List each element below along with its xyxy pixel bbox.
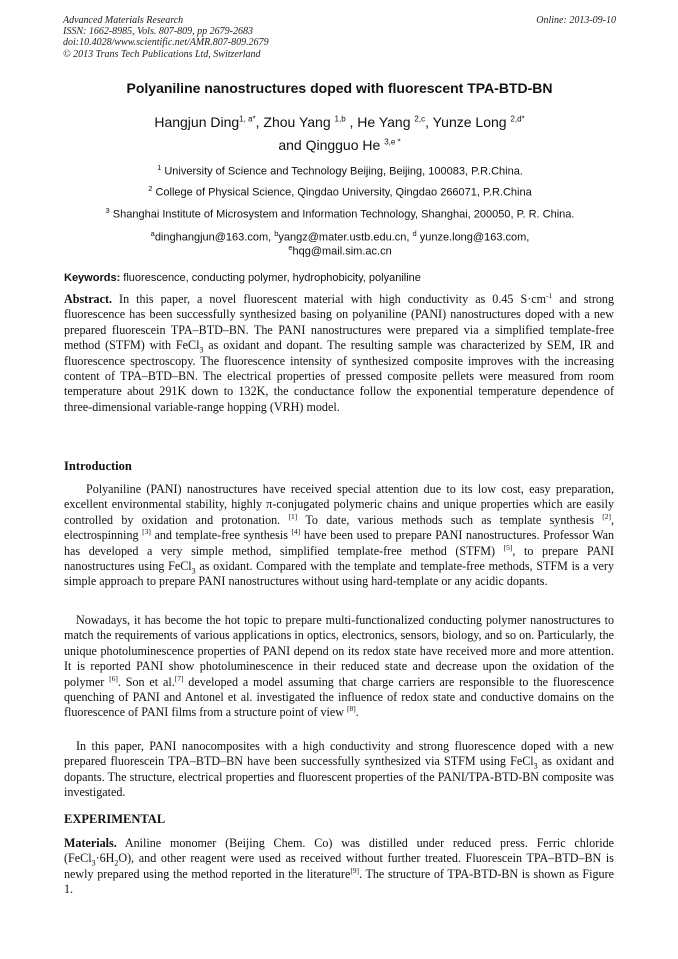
issn-line: ISSN: 1662-8985, Vols. 807-809, pp 2679-2683: [63, 26, 253, 38]
citation[interactable]: [8]: [347, 704, 356, 714]
email-address[interactable]: hqg@mail.sim.ac.cn: [292, 245, 392, 258]
introduction-paragraph-3: [64, 739, 614, 801]
affiliation-3: [40, 206, 640, 221]
copyright-line: © 2013 Trans Tech Publications Ltd, Switzerland: [63, 48, 261, 60]
email-line-1: [40, 229, 640, 244]
citation[interactable]: [2]: [602, 511, 611, 521]
body-text: In this paper, PANI nanocomposites with a high conductivity and strong fluorescence doped with a new prepared fluorescein TPA–BTD–BN have been successfully synthesized via STFM using FeCl: [64, 739, 614, 769]
email-address[interactable]: yangz@mater.ustb.edu.cn,: [278, 231, 413, 244]
citation[interactable]: [5]: [503, 542, 513, 552]
email-sup: a: [150, 229, 155, 238]
online-date: Online: 2013-09-10: [536, 15, 616, 26]
author-name: and Qingguo He: [278, 137, 385, 153]
citation[interactable]: [1]: [288, 511, 298, 521]
body-text: To date, various methods such as template synthesis: [297, 512, 603, 527]
formula-sub: 3: [191, 566, 196, 576]
formula-sub: 3: [91, 858, 96, 868]
citation[interactable]: [6]: [109, 673, 118, 683]
author-name: , Zhou Yang: [255, 114, 335, 130]
abstract-text: and strong fluorescence has been successfully synthesized basing on polyaniline (PANI) nanostructures doped with a new prepared fluorescein TPA–BTD–BN. The PANI nanostructures were prepared via a simplified template-free method (STFM) with FeCl: [64, 292, 614, 353]
formula-sub: 2: [114, 858, 119, 868]
experimental-heading: EXPERIMENTAL: [64, 812, 166, 826]
affiliation-2: [40, 184, 640, 199]
affil-sup: 2: [148, 184, 153, 193]
citation[interactable]: [7]: [174, 673, 184, 683]
author-name: , Yunze Long: [425, 114, 511, 130]
abstract-paragraph: [64, 292, 614, 415]
materials-label: Materials.: [64, 836, 117, 850]
affil-sup: 3: [105, 206, 110, 215]
paper-title: Polyaniline nanostructures doped with fluorescent TPA-BTD-BN: [126, 80, 553, 96]
author-line-1: [63, 114, 616, 130]
author-name: , He Yang: [345, 114, 415, 130]
email-sup: e: [288, 243, 293, 252]
author-affil-sup: 3,e *: [384, 137, 401, 147]
introduction-paragraph-1: [64, 482, 614, 590]
body-text: developed a model assuming that charge carriers are responsible to the fluorescence quenching of PANI and Antonel et al. investigated the influence of redox state and conductive domains on the fluorescence of PANI films from a structure point of view: [64, 674, 614, 720]
affil-sup: 1: [157, 163, 162, 172]
keywords: [64, 272, 421, 284]
journal-name: Advanced Materials Research: [63, 15, 184, 26]
journal-header: [63, 15, 616, 60]
keywords-label: Keywords:: [64, 272, 121, 284]
introduction-paragraph-2: [64, 613, 614, 721]
author-affil-sup: 2,c: [414, 114, 426, 124]
formula-sub: 3: [199, 345, 204, 355]
author-affil-sup: 1,b: [334, 114, 346, 124]
body-text: , electrospinning: [64, 512, 614, 543]
author-line-2: [63, 137, 616, 153]
author-affil-sup: 1, a*: [239, 114, 256, 124]
abstract-label: Abstract.: [64, 292, 113, 306]
body-text: Nowadays, it has become the hot topic to prepare multi-functionalized conducting polymer nanostructures to match the requirements of various applications in optics, electronics, sensors, biology, and so on. Particularly, the unique photoluminescence properties of PANI depend on its redox state have received more and more attention. It is reported PANI show photoluminescence in their reduced state and decrease upon the oxidation of the polymer: [64, 613, 614, 689]
author-name: Hangjun Ding: [154, 114, 240, 130]
abstract-text: as oxidant and dopant. The resulting sample was characterized by SEM, IR and fluorescence spectroscopy. The fluorescence intensity of synthesized composite improves with the increasing content of TPA–BTD–BN. The electrical properties of pressed composite pellets were measured from room temperature about 291K down to 132K, the conductance follow the exponential temperature dependence of three-dimensional variable-range hopping (VRH) model.: [64, 338, 614, 414]
body-text: , to prepare PANI nanostructures using FeCl: [64, 543, 614, 574]
email-address[interactable]: dinghangjun@163.com,: [154, 231, 275, 244]
body-text: O), and other reagent were used as received without further treated. Fluorescein TPA–BTD–BN is newly prepared using the method reported in the literature: [64, 851, 614, 881]
email-sup: d: [412, 229, 417, 238]
body-text: . Son et al.: [117, 674, 175, 689]
unit-sup: -1: [546, 290, 553, 300]
affil-text: Shanghai Institute of Microsystem and Information Technology, Shanghai, 200050, P. R. China.: [109, 208, 575, 221]
citation[interactable]: [9]: [350, 865, 360, 875]
keywords-text: fluorescence, conducting polymer, hydrophobicity, polyaniline: [120, 272, 421, 284]
body-text: ·6H: [95, 851, 115, 866]
body-text: Polyaniline (PANI) nanostructures have received special attention due to its low cost, easy preparation, excellent environmental stability, highly π-conjugated polymeric chains and unique properties which are easily controlled by oxidation and protonation.: [64, 482, 614, 527]
abstract-text: In this paper, a novel fluorescent material with high conductivity as 0.45 S·cm: [112, 292, 547, 306]
affil-text: University of Science and Technology Beijing, Beijing, 100083, P.R.China.: [161, 165, 523, 178]
affiliation-1: [40, 163, 640, 178]
citation[interactable]: [3]: [142, 527, 151, 537]
email-line-2: [40, 243, 640, 258]
author-affil-sup: 2,d*: [510, 114, 525, 124]
email-address[interactable]: yunze.long@163.com,: [416, 231, 530, 244]
affil-text: College of Physical Science, Qingdao University, Qingdao 266071, P.R.China: [152, 186, 532, 199]
formula-sub: 3: [533, 761, 538, 771]
body-text: .: [355, 705, 359, 720]
body-text: as oxidant. Compared with the template and template-free methods, STFM is a very simple approach to prepare PANI nanostructures without using hard-template or any acidic dopants.: [64, 559, 614, 589]
email-sup: b: [274, 229, 279, 238]
introduction-heading: Introduction: [64, 459, 132, 473]
body-text: . The structure of TPA-BTD-BN is shown as Figure 1.: [64, 866, 614, 897]
body-text: have been used to prepare PANI nanostructures. Professor Wan has developed a very simple method, simplified template-free method (STFM): [64, 528, 614, 558]
materials-paragraph: [64, 836, 614, 898]
doi-line: doi:10.4028/www.scientific.net/AMR.807-809.2679: [63, 37, 269, 49]
body-text: as oxidant and dopants. The structure, electrical properties and fluorescent properties of the PANI/TPA-BTD-BN composite was investigated.: [64, 754, 614, 800]
body-text: Aniline monomer (Beijing Chem. Co) was distilled under reduced press. Ferric chloride (FeCl: [64, 836, 614, 866]
citation[interactable]: [4]: [291, 527, 301, 537]
body-text: and template-free synthesis: [150, 528, 292, 543]
